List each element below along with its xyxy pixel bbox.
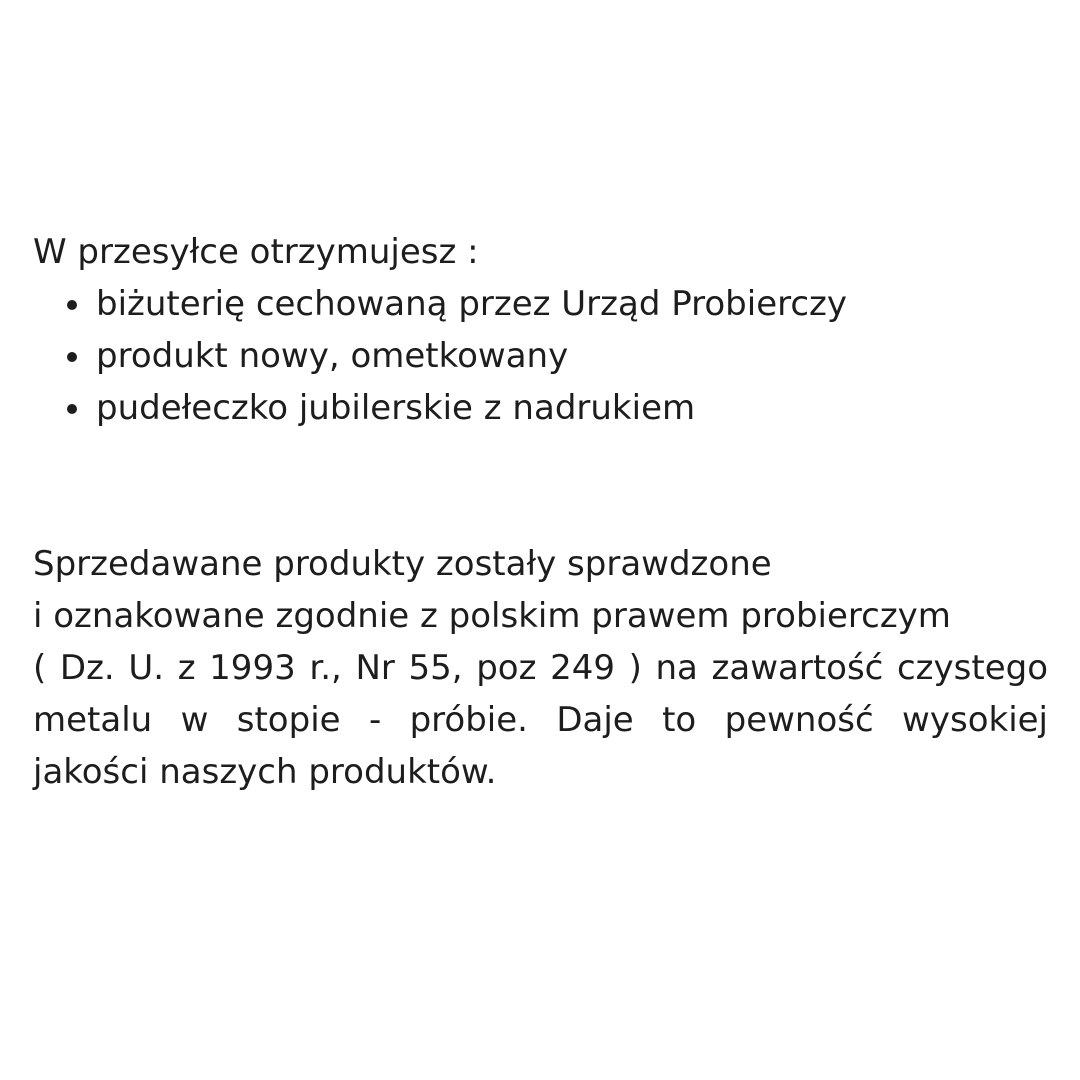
legal-notice-line: i oznakowane zgodnie z polskim prawem probierczym bbox=[33, 596, 951, 636]
package-contents-intro: W przesyłce otrzymujesz : bbox=[33, 232, 479, 272]
legal-notice-line: ( Dz. U. z 1993 r., Nr 55, poz 249 ) na zawartość czystego bbox=[33, 648, 1048, 688]
legal-notice-line: jakości naszych produktów. bbox=[33, 752, 497, 792]
list-item-text: pudełeczko jubilerskie z nadrukiem bbox=[96, 388, 696, 428]
list-item bbox=[33, 278, 1048, 330]
package-contents-list bbox=[33, 278, 1048, 434]
legal-notice-line: Sprzedawane produkty zostały sprawdzone bbox=[33, 544, 772, 584]
package-contents-section bbox=[33, 226, 1048, 434]
legal-notice-paragraph bbox=[33, 642, 1048, 798]
legal-notice-line: metalu w stopie - próbie. Daje to pewność wysokiej bbox=[33, 700, 1048, 740]
legal-notice-section bbox=[33, 538, 1048, 798]
bullet-icon bbox=[67, 404, 77, 414]
list-item bbox=[33, 330, 1048, 382]
list-item-text: produkt nowy, ometkowany bbox=[96, 336, 569, 376]
list-item-text: biżuterię cechowaną przez Urząd Probierczy bbox=[96, 284, 848, 324]
list-item bbox=[33, 382, 1048, 434]
bullet-icon bbox=[67, 352, 77, 362]
bullet-icon bbox=[67, 300, 77, 310]
